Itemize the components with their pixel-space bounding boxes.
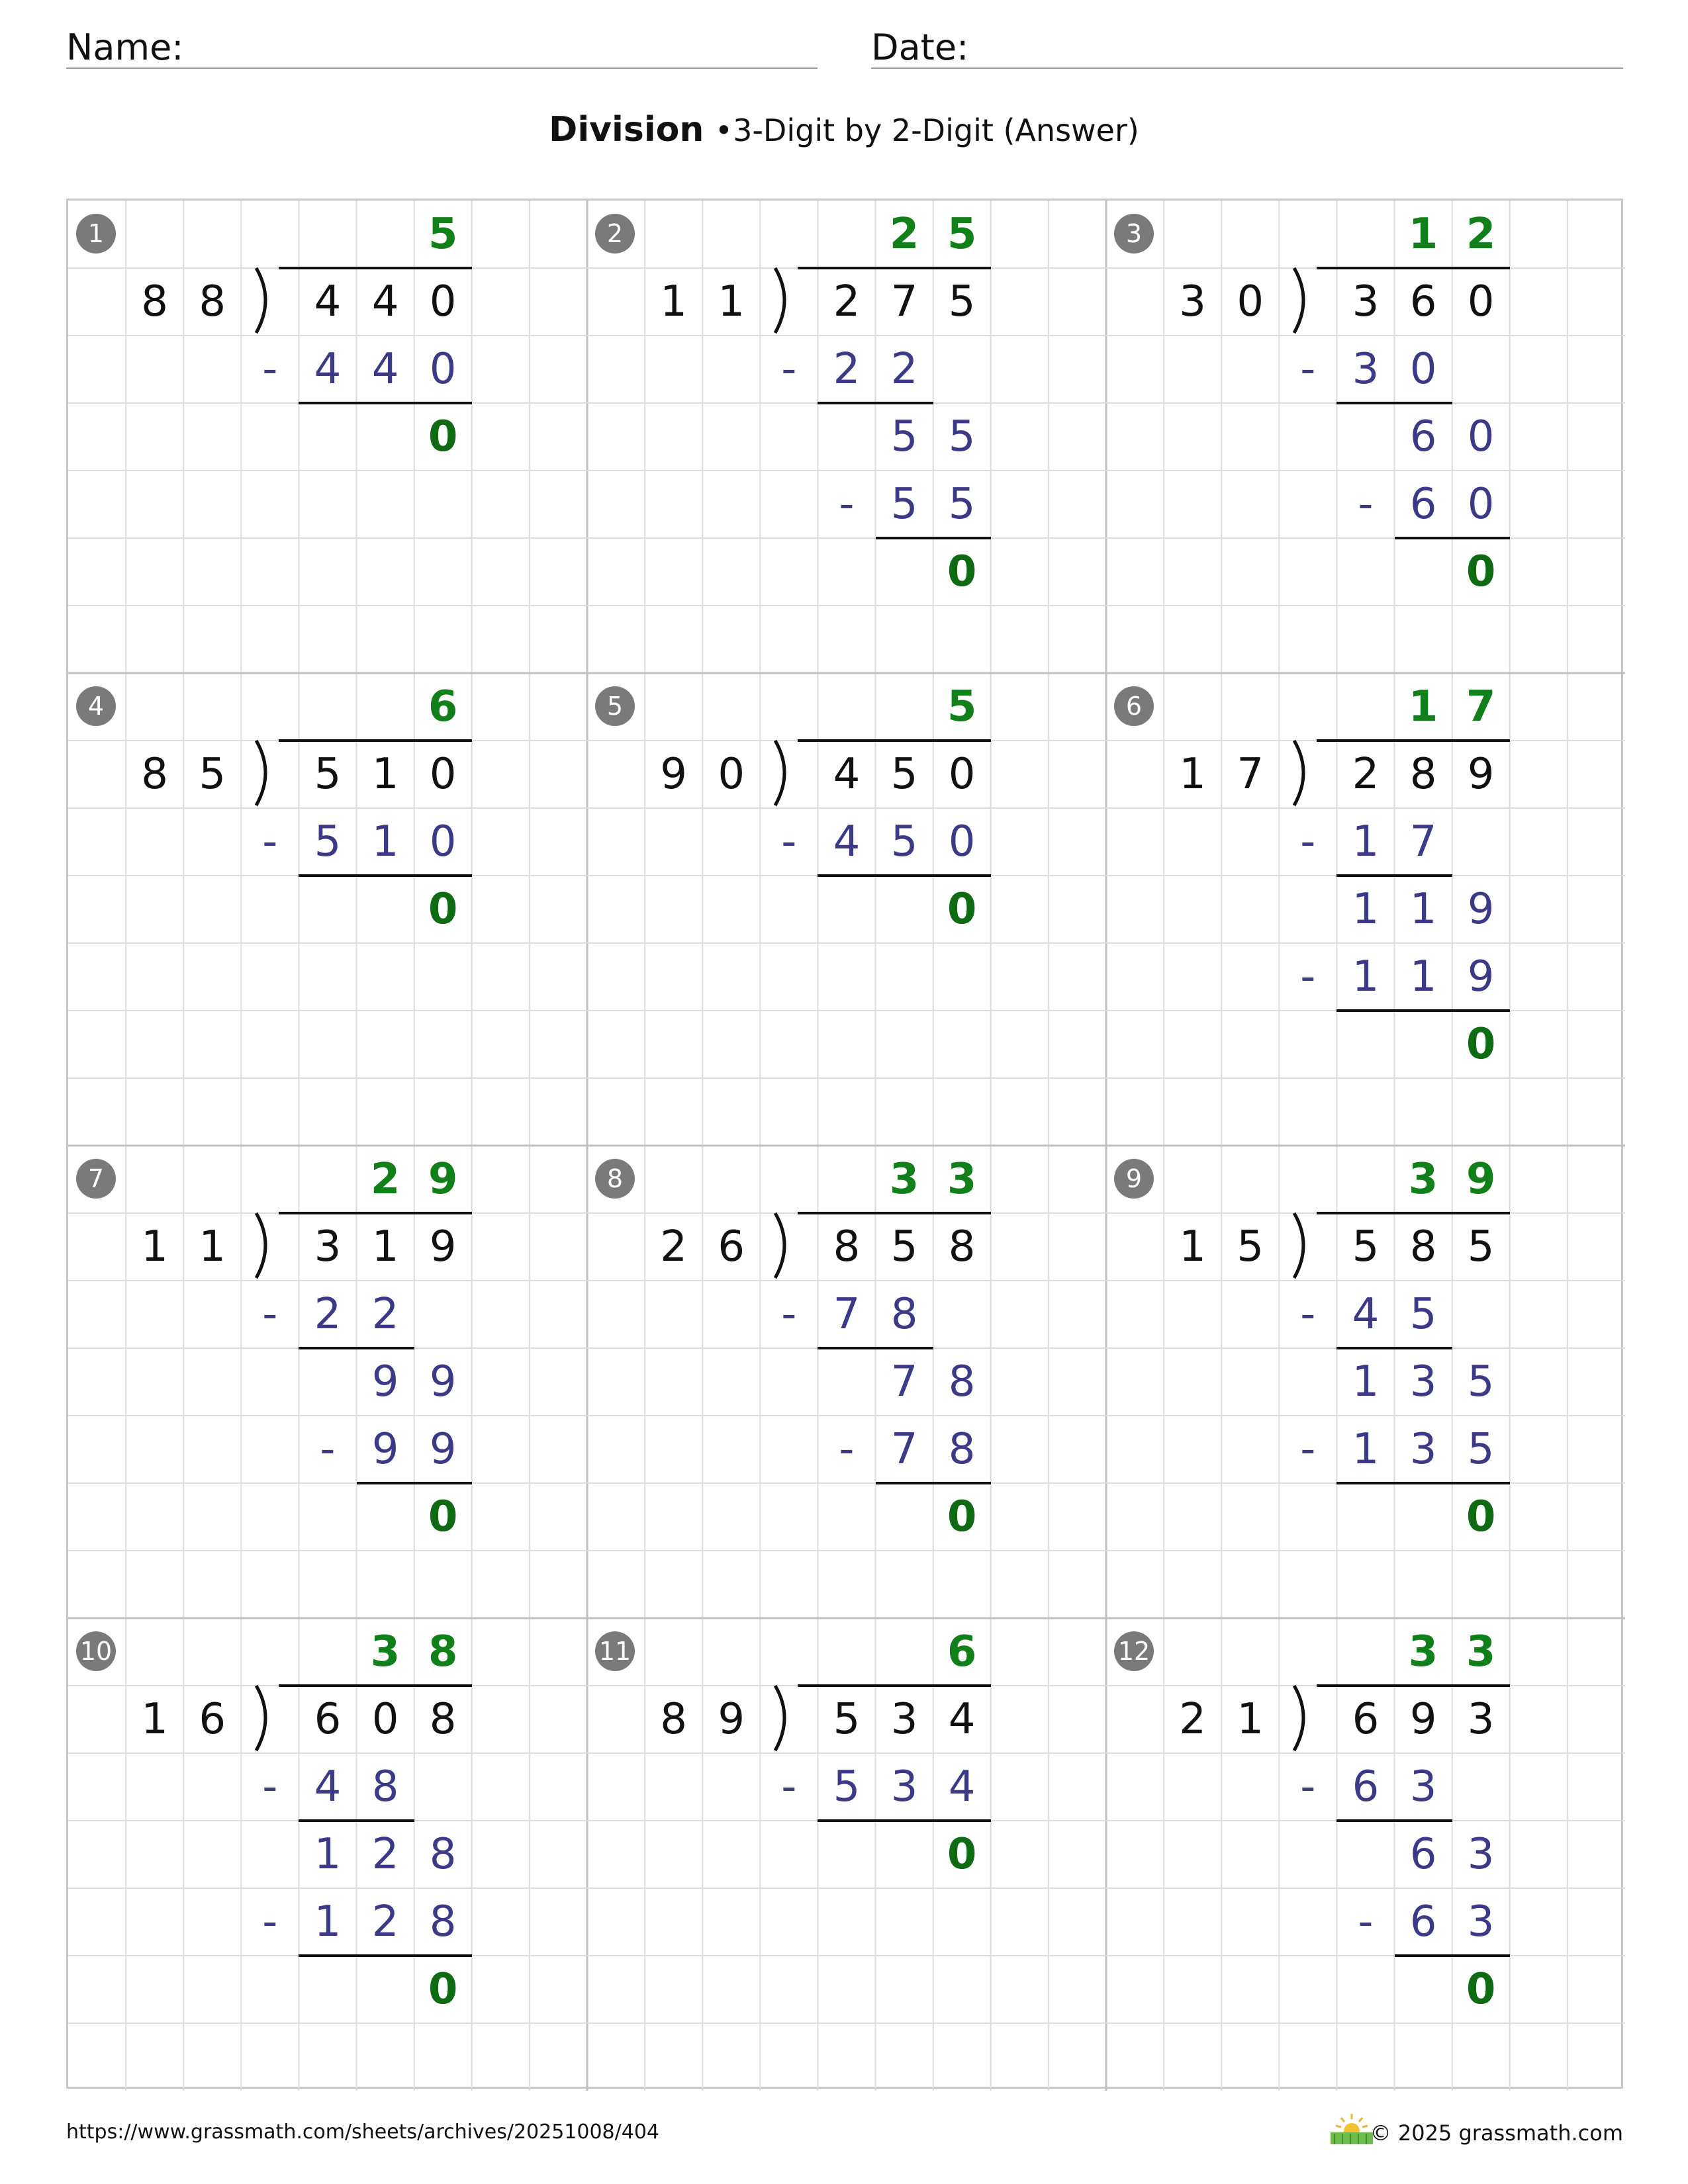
remainder-digit: 0 bbox=[428, 412, 458, 461]
quotient-digit: 6 bbox=[428, 682, 458, 731]
problem-number-badge: 5 bbox=[595, 686, 635, 726]
dividend-digit: 5 bbox=[1352, 1222, 1380, 1271]
title-main: Division bbox=[549, 110, 704, 150]
name-label: Name: bbox=[66, 26, 184, 68]
brought-down-digit: 6 bbox=[1409, 1830, 1437, 1879]
quotient-digit: 1 bbox=[1408, 210, 1438, 259]
subtracted-digit: 7 bbox=[1409, 817, 1437, 866]
subtracted-digit: 4 bbox=[314, 345, 342, 394]
subtracted-digit: 6 bbox=[1352, 1762, 1380, 1811]
minus-sign: - bbox=[1300, 1290, 1316, 1339]
quotient-digit: 9 bbox=[1466, 1155, 1496, 1204]
division-bracket bbox=[769, 1212, 795, 1281]
division-bar bbox=[798, 267, 991, 269]
minus-sign: - bbox=[262, 817, 278, 866]
divisor-digit: 1 bbox=[1237, 1695, 1264, 1744]
division-bracket bbox=[1288, 1212, 1314, 1281]
division-bracket bbox=[769, 267, 795, 336]
brought-down-digit: 1 bbox=[1352, 885, 1380, 934]
problem-number-badge: 7 bbox=[76, 1159, 116, 1199]
brought-down-digit: 6 bbox=[1409, 412, 1437, 461]
subtracted-digit: 9 bbox=[1467, 952, 1495, 1001]
remainder-digit: 0 bbox=[428, 1965, 458, 2014]
division-bar bbox=[1317, 267, 1510, 269]
subtracted-digit: 1 bbox=[1352, 1425, 1380, 1474]
minus-sign: - bbox=[781, 345, 797, 394]
quotient-digit: 5 bbox=[428, 210, 458, 259]
quotient-digit: 1 bbox=[1408, 682, 1438, 731]
brought-down-digit: 5 bbox=[890, 412, 918, 461]
problem-number-badge: 8 bbox=[595, 1159, 635, 1199]
brought-down-digit: 1 bbox=[314, 1830, 342, 1879]
remainder-digit: 0 bbox=[1466, 1020, 1496, 1069]
quotient-digit: 5 bbox=[947, 210, 977, 259]
subtracted-digit: 0 bbox=[1409, 345, 1437, 394]
division-bracket bbox=[769, 739, 795, 808]
divisor-digit: 8 bbox=[660, 1695, 687, 1744]
brought-down-digit: 1 bbox=[1409, 885, 1437, 934]
subtracted-digit: 6 bbox=[1409, 480, 1437, 529]
brought-down-digit: 9 bbox=[371, 1357, 399, 1406]
division-bracket bbox=[250, 1212, 276, 1281]
dividend-digit: 0 bbox=[948, 750, 976, 799]
subtracted-digit: 0 bbox=[429, 817, 457, 866]
division-bar bbox=[1317, 1684, 1510, 1687]
subtracted-digit: 4 bbox=[314, 1762, 342, 1811]
subtracted-digit: 8 bbox=[429, 1897, 457, 1946]
dividend-digit: 6 bbox=[1409, 277, 1437, 326]
dividend-digit: 5 bbox=[890, 750, 918, 799]
dividend-digit: 3 bbox=[890, 1695, 918, 1744]
division-bracket bbox=[1288, 1684, 1314, 1753]
problem-number-badge: 3 bbox=[1114, 214, 1154, 253]
remainder-digit: 0 bbox=[947, 1492, 977, 1541]
subtracted-digit: 5 bbox=[833, 1762, 861, 1811]
dividend-digit: 6 bbox=[314, 1695, 342, 1744]
dividend-digit: 7 bbox=[890, 277, 918, 326]
quotient-digit: 3 bbox=[1408, 1155, 1438, 1204]
division-bracket bbox=[250, 267, 276, 336]
minus-sign: - bbox=[1300, 1425, 1316, 1474]
quotient-digit: 6 bbox=[947, 1627, 977, 1676]
minus-sign: - bbox=[839, 1425, 855, 1474]
brought-down-digit: 9 bbox=[1467, 885, 1495, 934]
subtracted-digit: 1 bbox=[1409, 952, 1437, 1001]
dividend-digit: 2 bbox=[1352, 750, 1380, 799]
dividend-digit: 1 bbox=[371, 750, 399, 799]
dividend-digit: 2 bbox=[833, 277, 861, 326]
remainder-digit: 0 bbox=[947, 547, 977, 596]
minus-sign: - bbox=[1300, 817, 1316, 866]
dividend-digit: 5 bbox=[314, 750, 342, 799]
quotient-digit: 2 bbox=[370, 1155, 400, 1204]
subtracted-digit: 3 bbox=[890, 1762, 918, 1811]
quotient-digit: 3 bbox=[889, 1155, 919, 1204]
quotient-digit: 7 bbox=[1466, 682, 1496, 731]
division-bar bbox=[798, 1212, 991, 1214]
division-bar bbox=[279, 267, 472, 269]
dividend-digit: 5 bbox=[890, 1222, 918, 1271]
minus-sign: - bbox=[1300, 345, 1316, 394]
subtracted-digit: 8 bbox=[890, 1290, 918, 1339]
brought-down-digit: 5 bbox=[948, 412, 976, 461]
quotient-digit: 3 bbox=[1466, 1627, 1496, 1676]
divisor-digit: 6 bbox=[718, 1222, 745, 1271]
title-bullet: • bbox=[714, 113, 733, 148]
subtracted-digit: 0 bbox=[1467, 480, 1495, 529]
divisor-digit: 2 bbox=[1179, 1695, 1206, 1744]
minus-sign: - bbox=[262, 1762, 278, 1811]
subtracted-digit: 5 bbox=[890, 817, 918, 866]
brought-down-digit: 5 bbox=[1467, 1357, 1495, 1406]
subtracted-digit: 8 bbox=[371, 1762, 399, 1811]
dividend-digit: 0 bbox=[371, 1695, 399, 1744]
quotient-digit: 2 bbox=[889, 210, 919, 259]
dividend-digit: 8 bbox=[833, 1222, 861, 1271]
quotient-digit: 2 bbox=[1466, 210, 1496, 259]
footer-url: https://www.grassmath.com/sheets/archives/20251008/404 bbox=[66, 2120, 660, 2144]
dividend-digit: 1 bbox=[371, 1222, 399, 1271]
quotient-digit: 9 bbox=[428, 1155, 458, 1204]
division-bar bbox=[279, 1212, 472, 1214]
subtracted-digit: 0 bbox=[948, 817, 976, 866]
subtracted-digit: 2 bbox=[314, 1290, 342, 1339]
problem-number-badge: 12 bbox=[1114, 1631, 1154, 1671]
divisor-digit: 8 bbox=[199, 277, 226, 326]
problem-number-badge: 4 bbox=[76, 686, 116, 726]
divisor-digit: 2 bbox=[660, 1222, 687, 1271]
remainder-digit: 0 bbox=[428, 1492, 458, 1541]
divisor-digit: 1 bbox=[141, 1222, 168, 1271]
subtracted-digit: 3 bbox=[1409, 1762, 1437, 1811]
minus-sign: - bbox=[1358, 1897, 1374, 1946]
brought-down-digit: 0 bbox=[1467, 412, 1495, 461]
subtracted-digit: 2 bbox=[833, 345, 861, 394]
subtracted-digit: 5 bbox=[1409, 1290, 1437, 1339]
division-bar bbox=[1317, 739, 1510, 742]
subtracted-digit: 5 bbox=[948, 480, 976, 529]
minus-sign: - bbox=[1300, 952, 1316, 1001]
brought-down-digit: 3 bbox=[1409, 1357, 1437, 1406]
dividend-digit: 5 bbox=[833, 1695, 861, 1744]
minus-sign: - bbox=[262, 1897, 278, 1946]
divisor-digit: 1 bbox=[660, 277, 687, 326]
subtracted-digit: 8 bbox=[948, 1425, 976, 1474]
remainder-digit: 0 bbox=[1466, 547, 1496, 596]
divisor-digit: 0 bbox=[718, 750, 745, 799]
subtracted-digit: 1 bbox=[371, 817, 399, 866]
dividend-digit: 0 bbox=[429, 750, 457, 799]
subtracted-digit: 7 bbox=[833, 1290, 861, 1339]
divisor-digit: 1 bbox=[1179, 750, 1206, 799]
remainder-digit: 0 bbox=[428, 885, 458, 934]
brought-down-digit: 1 bbox=[1352, 1357, 1380, 1406]
division-bar bbox=[798, 1684, 991, 1687]
subtracted-digit: 4 bbox=[371, 345, 399, 394]
minus-sign: - bbox=[262, 1290, 278, 1339]
divisor-digit: 9 bbox=[660, 750, 687, 799]
problem-number-badge: 1 bbox=[76, 214, 116, 253]
dividend-digit: 4 bbox=[948, 1695, 976, 1744]
divisor-digit: 5 bbox=[199, 750, 226, 799]
divisor-digit: 9 bbox=[718, 1695, 745, 1744]
dividend-digit: 4 bbox=[371, 277, 399, 326]
division-bracket bbox=[250, 739, 276, 808]
subtracted-digit: 1 bbox=[1352, 952, 1380, 1001]
subtracted-digit: 4 bbox=[833, 817, 861, 866]
dividend-digit: 9 bbox=[1409, 1695, 1437, 1744]
dividend-digit: 3 bbox=[1467, 1695, 1495, 1744]
quotient-digit: 3 bbox=[370, 1627, 400, 1676]
subtracted-digit: 3 bbox=[1409, 1425, 1437, 1474]
subtracted-digit: 4 bbox=[1352, 1290, 1380, 1339]
dividend-digit: 0 bbox=[1467, 277, 1495, 326]
date-label: Date: bbox=[871, 26, 969, 68]
problem-number-badge: 11 bbox=[595, 1631, 635, 1671]
problem-number-badge: 6 bbox=[1114, 686, 1154, 726]
division-bar bbox=[279, 739, 472, 742]
division-bar bbox=[1317, 1212, 1510, 1214]
grassmath-sun-logo-icon bbox=[1328, 2113, 1376, 2146]
title-subtitle: 3-Digit by 2-Digit (Answer) bbox=[733, 113, 1139, 148]
subtracted-digit: 6 bbox=[1409, 1897, 1437, 1946]
dividend-digit: 6 bbox=[1352, 1695, 1380, 1744]
problem-number-badge: 2 bbox=[595, 214, 635, 253]
dividend-digit: 9 bbox=[1467, 750, 1495, 799]
dividend-digit: 4 bbox=[314, 277, 342, 326]
subtracted-digit: 5 bbox=[1467, 1425, 1495, 1474]
subtracted-digit: 1 bbox=[314, 1897, 342, 1946]
divisor-digit: 7 bbox=[1237, 750, 1264, 799]
minus-sign: - bbox=[1358, 480, 1374, 529]
minus-sign: - bbox=[781, 817, 797, 866]
dividend-digit: 4 bbox=[833, 750, 861, 799]
divisor-digit: 3 bbox=[1179, 277, 1206, 326]
subtracted-digit: 4 bbox=[948, 1762, 976, 1811]
dividend-digit: 8 bbox=[1409, 1222, 1437, 1271]
quotient-digit: 5 bbox=[947, 682, 977, 731]
problem-number-badge: 9 bbox=[1114, 1159, 1154, 1199]
dividend-digit: 5 bbox=[1467, 1222, 1495, 1271]
brought-down-digit: 8 bbox=[948, 1357, 976, 1406]
division-bracket bbox=[1288, 739, 1314, 808]
subtracted-digit: 9 bbox=[429, 1425, 457, 1474]
subtracted-digit: 1 bbox=[1352, 817, 1380, 866]
minus-sign: - bbox=[781, 1762, 797, 1811]
divisor-digit: 6 bbox=[199, 1695, 226, 1744]
worksheet-title bbox=[0, 106, 1688, 154]
dividend-digit: 0 bbox=[429, 277, 457, 326]
problem-number-badge: 10 bbox=[76, 1631, 116, 1671]
dividend-digit: 8 bbox=[1409, 750, 1437, 799]
division-bar bbox=[279, 1684, 472, 1687]
brought-down-digit: 8 bbox=[429, 1830, 457, 1879]
division-bracket bbox=[1288, 267, 1314, 336]
subtracted-digit: 3 bbox=[1352, 345, 1380, 394]
division-bar bbox=[798, 739, 991, 742]
subtracted-digit: 0 bbox=[429, 345, 457, 394]
divisor-digit: 1 bbox=[1179, 1222, 1206, 1271]
subtracted-digit: 2 bbox=[890, 345, 918, 394]
brought-down-digit: 9 bbox=[429, 1357, 457, 1406]
brought-down-digit: 7 bbox=[890, 1357, 918, 1406]
remainder-digit: 0 bbox=[1466, 1492, 1496, 1541]
dividend-digit: 3 bbox=[1352, 277, 1380, 326]
dividend-digit: 8 bbox=[948, 1222, 976, 1271]
problem-grid bbox=[66, 199, 1623, 2089]
date-line bbox=[871, 68, 1623, 69]
quotient-digit: 3 bbox=[947, 1155, 977, 1204]
divisor-digit: 1 bbox=[718, 277, 745, 326]
divisor-digit: 1 bbox=[141, 1695, 168, 1744]
minus-sign: - bbox=[262, 345, 278, 394]
subtracted-digit: 2 bbox=[371, 1897, 399, 1946]
divisor-digit: 8 bbox=[141, 750, 168, 799]
divisor-digit: 8 bbox=[141, 277, 168, 326]
minus-sign: - bbox=[781, 1290, 797, 1339]
subtracted-digit: 7 bbox=[890, 1425, 918, 1474]
brought-down-digit: 3 bbox=[1467, 1830, 1495, 1879]
division-bracket bbox=[769, 1684, 795, 1753]
name-line bbox=[66, 68, 818, 69]
minus-sign: - bbox=[1300, 1762, 1316, 1811]
divisor-digit: 0 bbox=[1237, 277, 1264, 326]
subtracted-digit: 3 bbox=[1467, 1897, 1495, 1946]
division-bracket bbox=[250, 1684, 276, 1753]
divisor-digit: 1 bbox=[199, 1222, 226, 1271]
dividend-digit: 3 bbox=[314, 1222, 342, 1271]
subtracted-digit: 5 bbox=[890, 480, 918, 529]
minus-sign: - bbox=[839, 480, 855, 529]
subtracted-digit: 5 bbox=[314, 817, 342, 866]
remainder-digit: 0 bbox=[947, 885, 977, 934]
subtracted-digit: 9 bbox=[371, 1425, 399, 1474]
subtracted-digit: 2 bbox=[371, 1290, 399, 1339]
quotient-digit: 3 bbox=[1408, 1627, 1438, 1676]
divisor-digit: 5 bbox=[1237, 1222, 1264, 1271]
remainder-digit: 0 bbox=[947, 1830, 977, 1879]
footer-copyright: © 2025 grassmath.com bbox=[1370, 2120, 1623, 2146]
brought-down-digit: 2 bbox=[371, 1830, 399, 1879]
dividend-digit: 5 bbox=[948, 277, 976, 326]
dividend-digit: 8 bbox=[429, 1695, 457, 1744]
quotient-digit: 8 bbox=[428, 1627, 458, 1676]
dividend-digit: 9 bbox=[429, 1222, 457, 1271]
minus-sign: - bbox=[320, 1425, 336, 1474]
remainder-digit: 0 bbox=[1466, 1965, 1496, 2014]
